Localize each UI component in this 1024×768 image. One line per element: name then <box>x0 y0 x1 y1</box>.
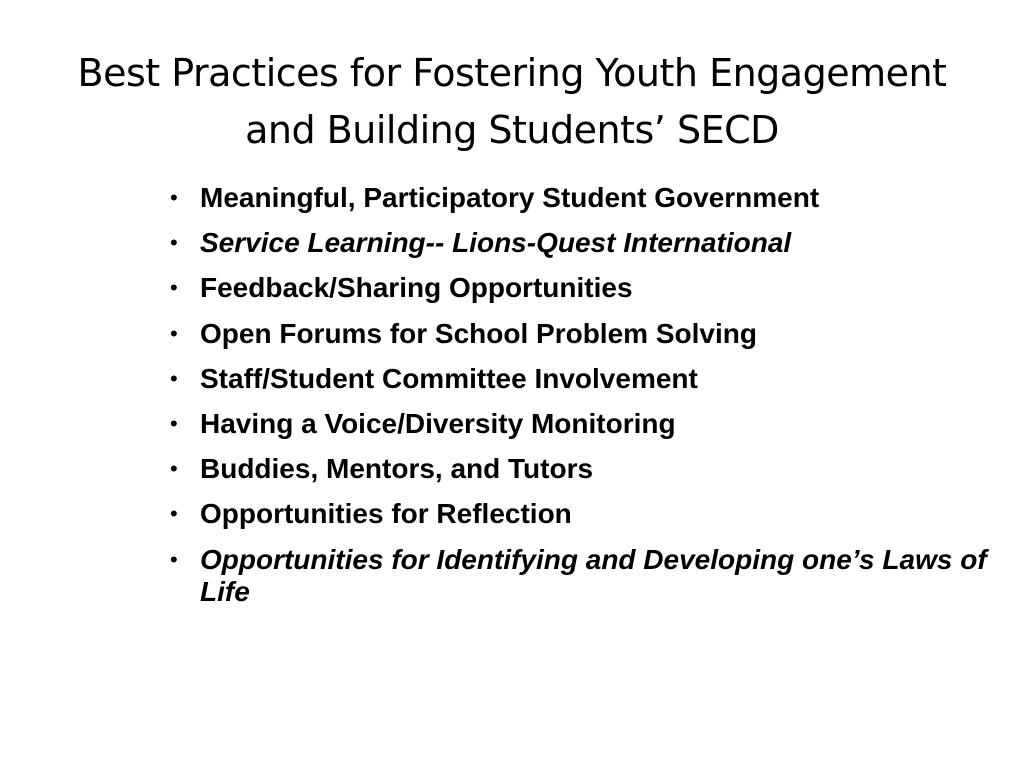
bullet-text: Staff/Student Committee Involvement <box>200 362 698 394</box>
bullet-icon: • <box>170 185 178 210</box>
bullet-item <box>170 453 990 486</box>
bullet-icon: • <box>170 275 178 301</box>
bullet-item <box>170 272 990 305</box>
bullet-text: Opportunities for Identifying and Developing one’s Laws of Life <box>200 543 987 607</box>
bullet-icon: • <box>170 365 178 391</box>
bullet-text: Buddies, Mentors, and Tutors <box>200 453 594 485</box>
bullet-text: Open Forums for School Problem Solving <box>200 317 757 349</box>
bullet-item <box>170 182 990 215</box>
bullet-icon: • <box>170 410 178 436</box>
slide-title-line-1: Best Practices for Fostering Youth Engagement <box>77 51 947 95</box>
bullet-text: Opportunities for Reflection <box>200 498 572 530</box>
slide-title <box>40 45 984 159</box>
bullet-item <box>170 408 990 441</box>
bullet-icon: • <box>170 320 178 346</box>
bullet-icon: • <box>170 456 178 482</box>
bullet-icon: • <box>170 501 178 527</box>
bullet-item <box>170 227 990 260</box>
bullet-text: Having a Voice/Diversity Monitoring <box>200 407 676 439</box>
bullet-item <box>170 318 990 351</box>
bullet-icon: • <box>170 546 178 572</box>
bullet-item <box>170 363 990 396</box>
bullet-text: Service Learning-- Lions-Quest International <box>200 227 792 259</box>
bullet-icon: • <box>170 230 178 256</box>
bullet-text: Feedback/Sharing Opportunities <box>200 272 633 304</box>
bullet-item <box>170 498 990 531</box>
slide-title-line-2: and Building Students’ SECD <box>245 108 779 152</box>
bullet-text: Meaningful, Participatory Student Government <box>200 182 820 213</box>
bullet-list <box>170 182 990 621</box>
bullet-item <box>170 544 990 609</box>
